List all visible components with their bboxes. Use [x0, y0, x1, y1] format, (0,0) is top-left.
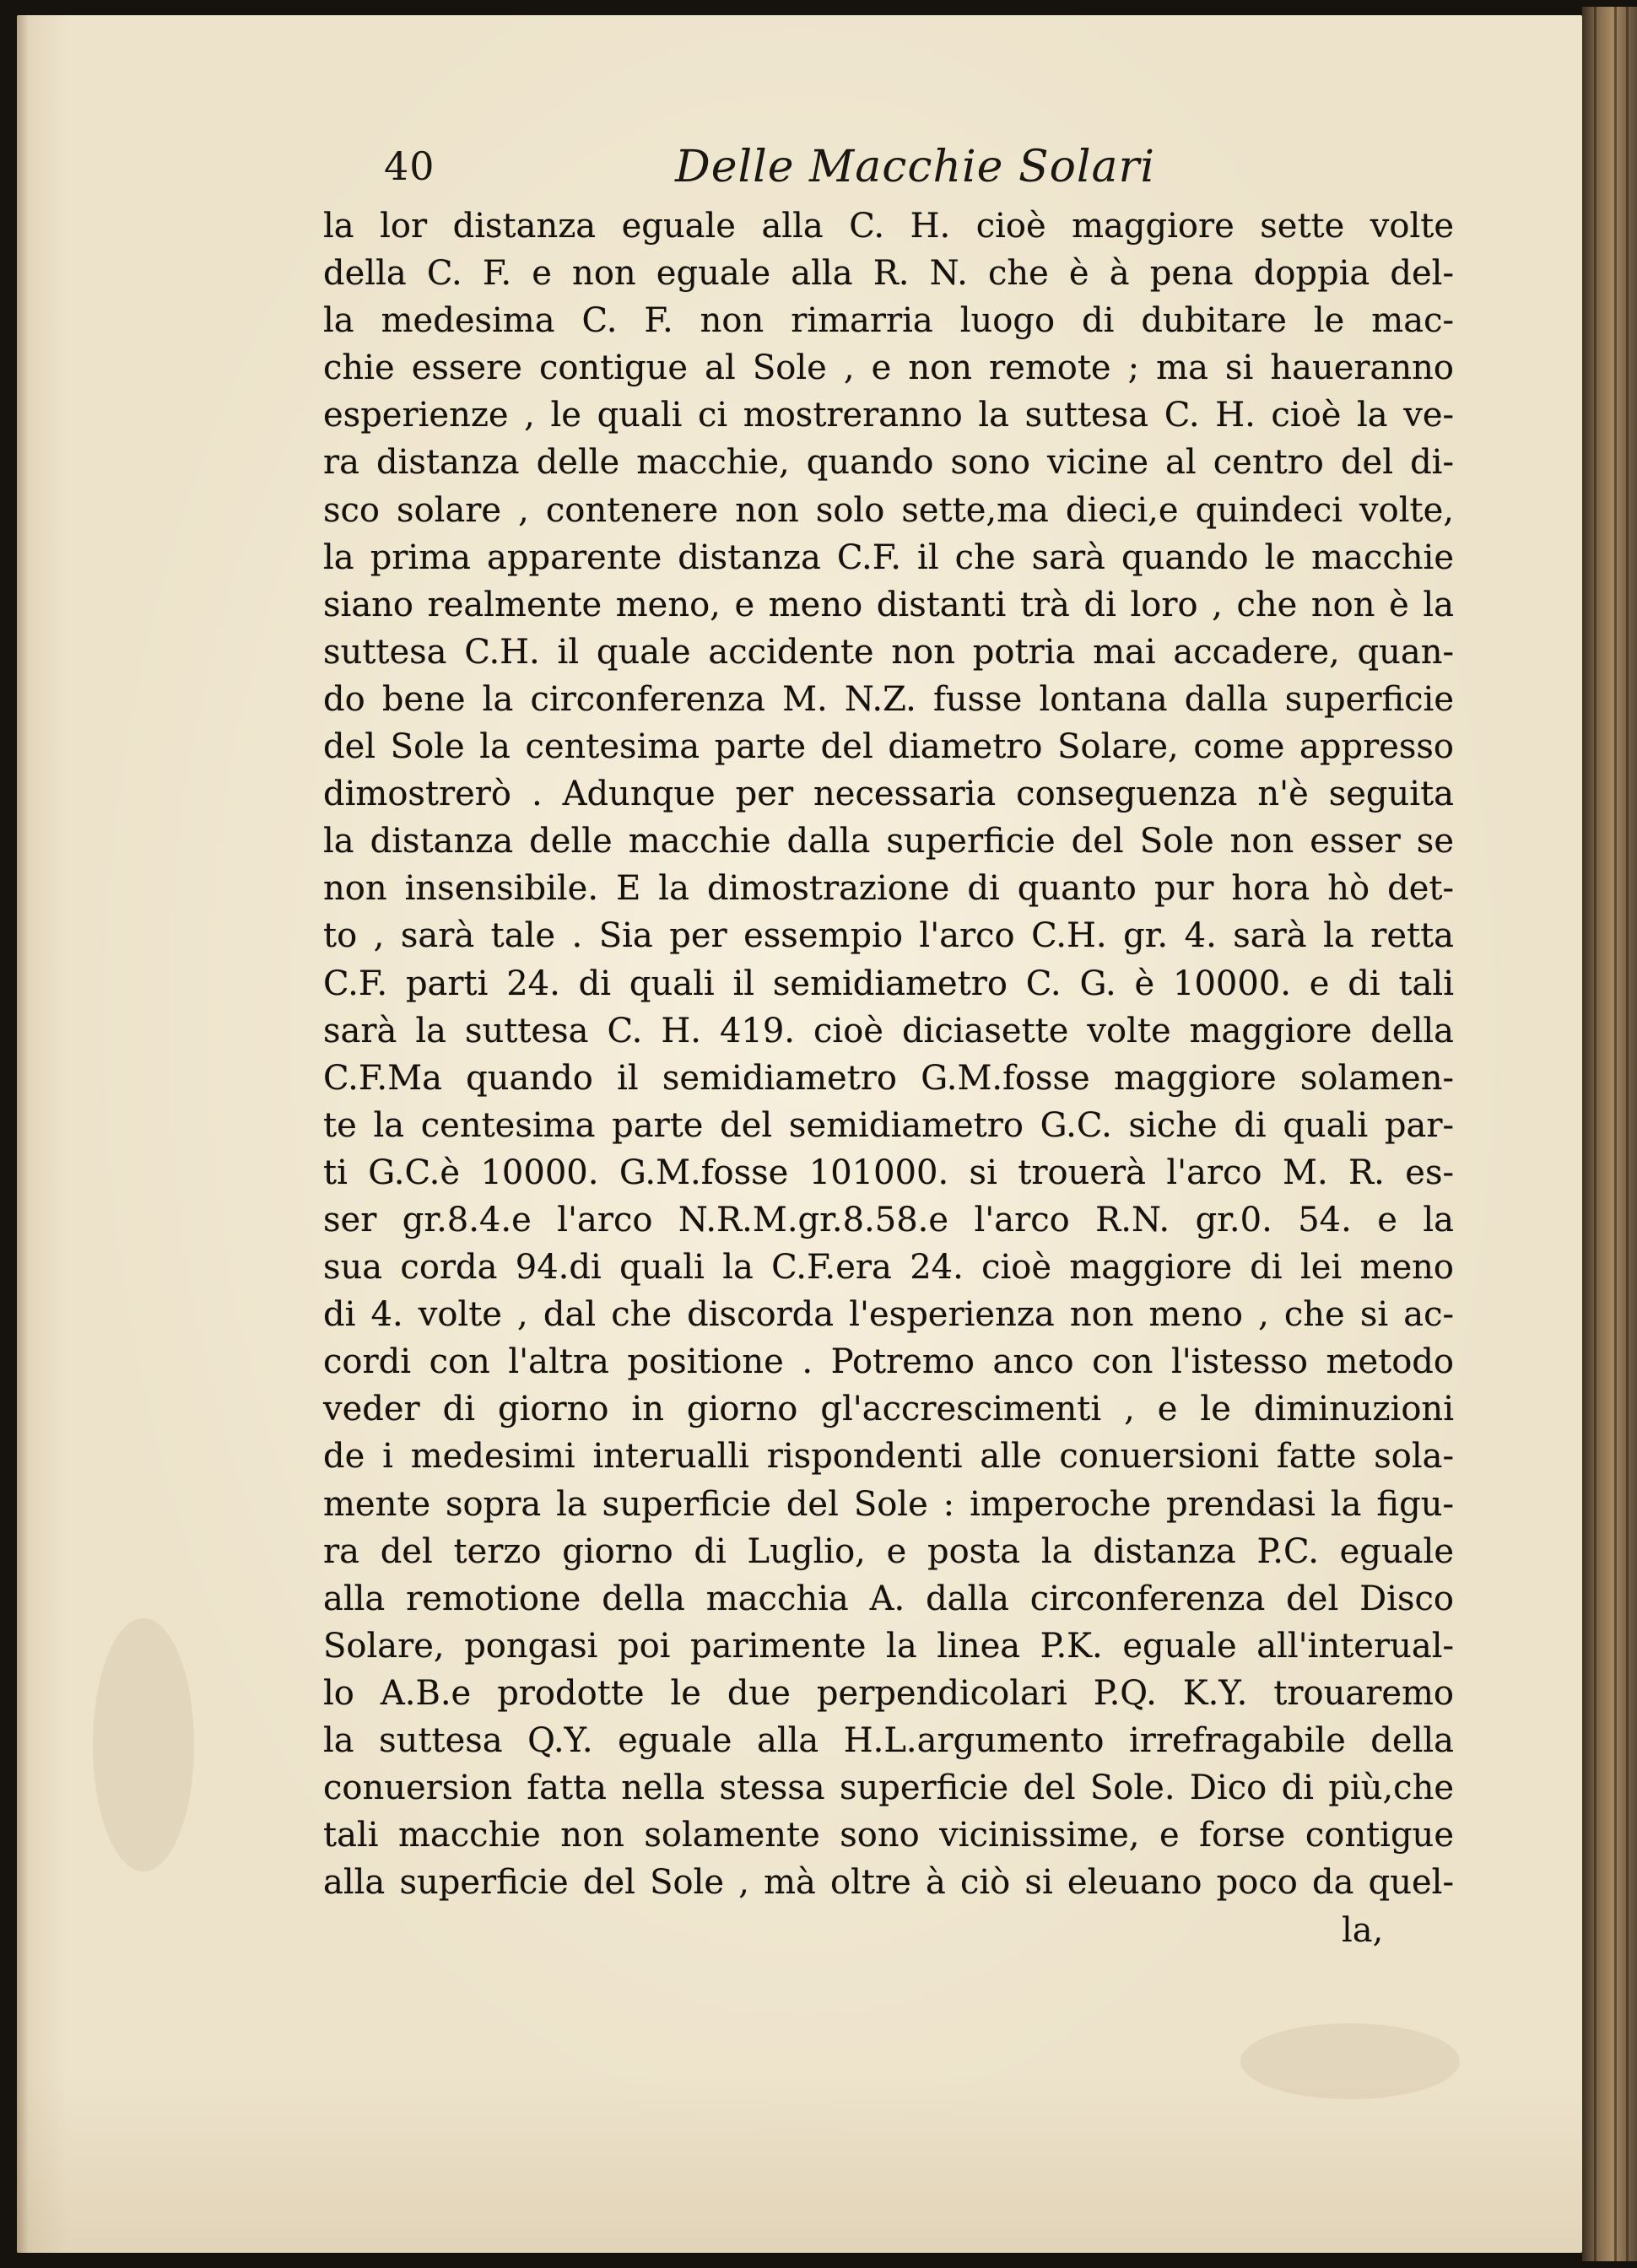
text-line: dimostrerò . Adunque per necessaria conseguenza n'è seguita [323, 775, 1454, 814]
text-line: do bene la circonferenza M. N.Z. fusse lontana dalla superficie [323, 679, 1454, 719]
book-gutter-edge [1582, 7, 1637, 2261]
text-line: della C. F. e non eguale alla R. N. che è à pena doppia del- [323, 254, 1454, 294]
text-line: ti G.C.è 10000. G.M.fosse 101000. si trouerà l'arco M. R. es- [323, 1153, 1454, 1192]
paper-stain [1240, 2023, 1460, 2099]
text-line: la suttesa Q.Y. eguale alla H.L.argumento irrefragabile della [323, 1721, 1454, 1760]
text-line: sarà la suttesa C. H. 419. cioè diciasette volte maggiore della [323, 1011, 1454, 1050]
text-line: del Sole la centesima parte del diametro Solare, come appresso [323, 727, 1454, 767]
text-line: la medesima C. F. non rimarria luogo di dubitare le mac- [323, 301, 1454, 341]
text-line: conuersion fatta nella stessa superficie del Sole. Dico di più,che [323, 1768, 1454, 1808]
text-line: de i medesimi interualli rispondenti alle conuersioni fatte sola- [323, 1437, 1454, 1477]
text-line: sua corda 94.di quali la C.F.era 24. cioè maggiore di lei meno [323, 1248, 1454, 1288]
text-line: la lor distanza eguale alla C. H. cioè maggiore sette volte [323, 207, 1454, 246]
text-line: sco solare , contenere non solo sette,ma dieci,e quindeci volte, [323, 490, 1454, 530]
text-line: Solare, pongasi poi parimente la linea P.K. eguale all'interual- [323, 1626, 1454, 1666]
page-left-edge [17, 15, 29, 2253]
text-line: mente sopra la superficie del Sole : imperoche prendasi la figu- [323, 1484, 1454, 1524]
text-line: chie essere contigue al Sole , e non remote ; ma si haueranno [323, 348, 1454, 388]
text-line: alla remotione della macchia A. dalla circonferenza del Disco [323, 1579, 1454, 1618]
text-line: di 4. volte , dal che discorda l'esperienza non meno , che si ac- [323, 1295, 1454, 1335]
text-line: ser gr.8.4.e l'arco N.R.M.gr.8.58.e l'arco R.N. gr.0. 54. e la [323, 1200, 1454, 1239]
text-line: ra distanza delle macchie, quando sono vicine al centro del di- [323, 443, 1454, 483]
text-line: la prima apparente distanza C.F. il che sarà quando le macchie [323, 537, 1454, 577]
catchword: la, [1342, 1911, 1384, 1950]
text-line: to , sarà tale . Sia per essempio l'arco C.H. gr. 4. sarà la retta [323, 916, 1454, 956]
paper-stain [93, 1618, 194, 1871]
body-text [323, 202, 1454, 1906]
text-line: lo A.B.e prodotte le due perpendicolari P.Q. K.Y. trouaremo [323, 1673, 1454, 1713]
text-line: C.F. parti 24. di quali il semidiametro C. G. è 10000. e di tali [323, 964, 1454, 1003]
page-header [384, 142, 1397, 201]
text-line: la distanza delle macchie dalla superficie del Sole non esser se [323, 822, 1454, 861]
text-line: suttesa C.H. il quale accidente non potria mai accadere, quan- [323, 632, 1454, 672]
text-line: alla superficie del Sole , mà oltre à ciò si eleuano poco da quel- [323, 1863, 1454, 1903]
page-number: 40 [384, 143, 435, 189]
text-line: cordi con l'altra positione . Potremo anco con l'istesso metodo [323, 1342, 1454, 1382]
text-line: te la centesima parte del semidiametro G.C. siche di quali par- [323, 1105, 1454, 1145]
running-title: Delle Macchie Solari [675, 142, 1155, 192]
text-line: siano realmente meno, e meno distanti trà di loro , che non è la [323, 585, 1454, 624]
text-line: ra del terzo giorno di Luglio, e posta la distanza P.C. eguale [323, 1531, 1454, 1571]
text-line: tali macchie non solamente sono vicinissime, e forse contigue [323, 1816, 1454, 1855]
text-line: esperienze , le quali ci mostreranno la suttesa C. H. cioè la ve- [323, 396, 1454, 435]
text-line: C.F.Ma quando il semidiametro G.M.fosse maggiore solamen- [323, 1058, 1454, 1098]
text-line: non insensibile. E la dimostrazione di quanto pur hora hò det- [323, 869, 1454, 909]
text-line: veder di giorno in giorno gl'accrescimenti , e le diminuzioni [323, 1390, 1454, 1429]
